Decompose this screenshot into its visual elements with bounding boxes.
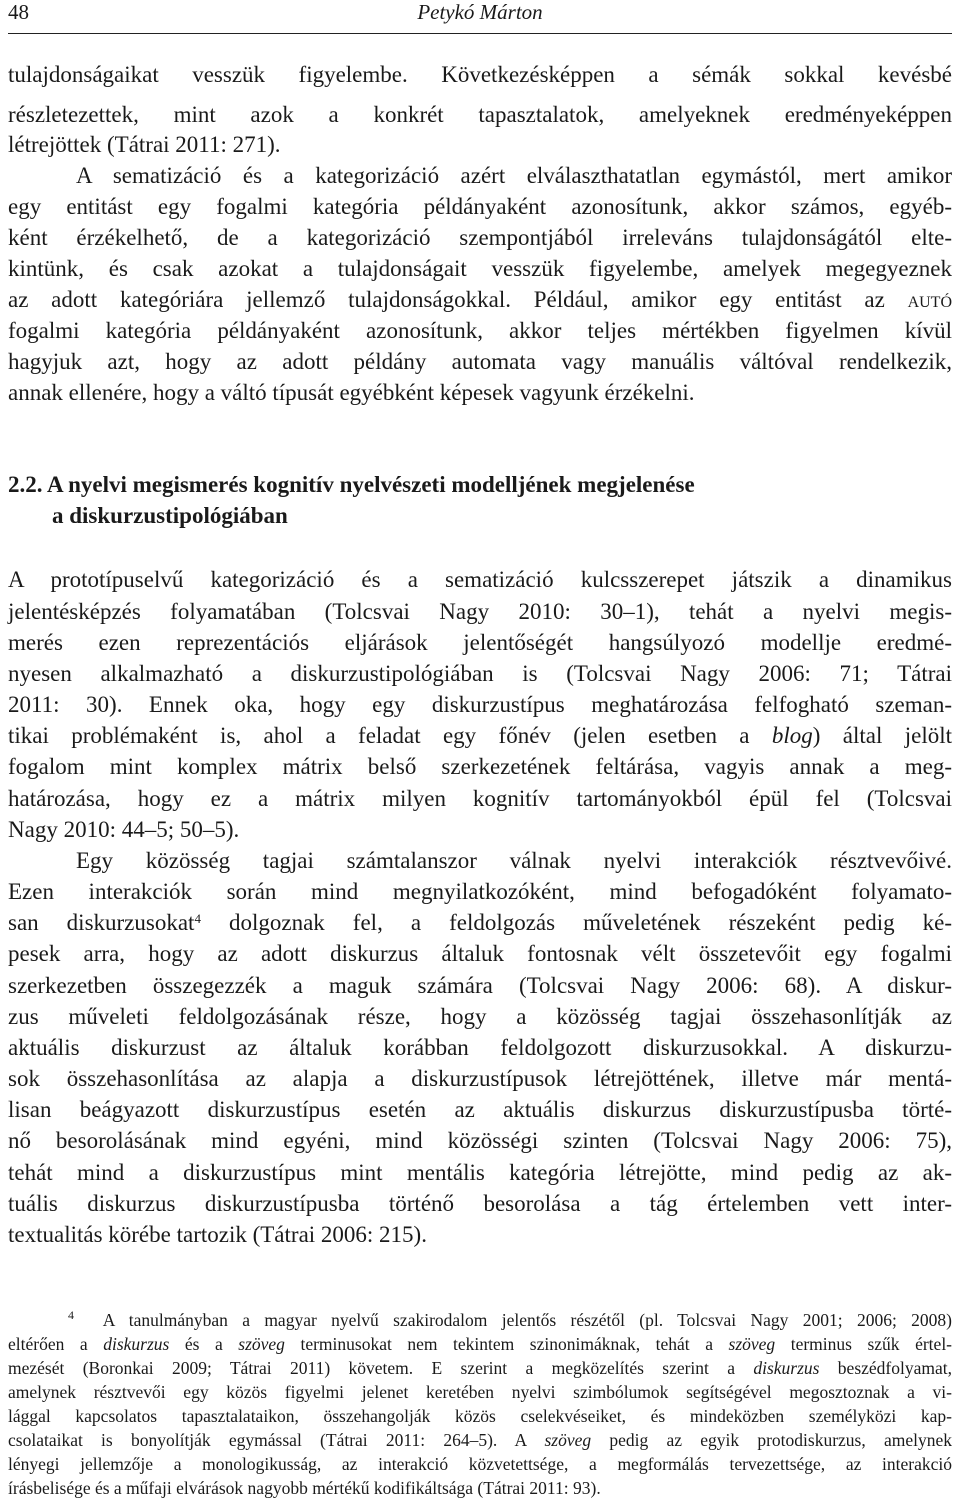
footnote-line: csolataikat is bonyolítják egymással (Tátrai 2011: 264–5). A szöveg pedig az egyik protodiskurzus, amelynek: [8, 1430, 953, 1450]
page-number: 48: [8, 0, 29, 24]
text-line: részletezettek, mint azok a konkrét tapasztalatok, amelyeknek eredményeképpen: [8, 102, 952, 127]
header-rule: [8, 33, 952, 34]
text-line: tikai problémaként is, ahol a feladat egy főnév (jelen esetben a blog) által jelölt: [8, 723, 953, 748]
text-line: fogalmi kategória példányaként azonosítunk, akkor teljes mértékben figyelmen kívül: [8, 318, 952, 343]
footnote-line: amelynek résztvevői egy közös figyelmi jelenet keretében nyelvi szimbólumok segítségével megosztoznak a vi-: [8, 1382, 952, 1402]
text-line: szerkezetben összegezzék a maguk számára (Tolcsvai Nagy 2006: 68). A diskur-: [8, 973, 952, 998]
small-caps-term: autó: [907, 287, 952, 312]
text-line: fogalom mint komplex mátrix belső szerkezetének feltárása, vagyis annak a meg-: [8, 754, 952, 779]
text-line: sok összehasonlítása az alapja a diskurzustípusok létrejöttének, illetve már mentá-: [8, 1066, 952, 1091]
text-line: ként érzékelhető, de a kategorizáció szempontjából irreleváns tulajdonságától elte-: [8, 225, 952, 250]
text-line: tulajdonságaikat vesszük figyelembe. Következésképpen a sémák sokkal kevésbé: [8, 62, 952, 87]
text-line: aktuális diskurzust az általuk korábban feldolgozott diskurzusokkal. A diskurzu-: [8, 1035, 952, 1060]
text-line: san diskurzusokat$^4$ dolgoznak fel, a feldolgozás műveletének részeként pedig ké-: [8, 910, 953, 935]
text-line: A prototípuselvű kategorizáció és a sematizáció kulcsszerepet játszik a dinamikus: [8, 567, 952, 592]
text-line: nyesen alkalmazható a diskurzustipológiában is (Tolcsvai Nagy 2006: 71; Tátrai: [8, 661, 952, 686]
text-line: tuális diskurzus diskurzustípusba történő besorolása a tág értelemben vett inter-: [8, 1191, 952, 1216]
text-line: az adott kategóriára jellemző tulajdonságokkal. Például, amikor egy entitást az autó: [8, 287, 952, 312]
footnote-line: $^4$ A tanulmányban a magyar nyelvű szakirodalom jelentős részétől (pl. Tolcsvai Nagy 2001; 2006; 2008): [68, 1308, 953, 1330]
footnote-marker: 4: [68, 1308, 74, 1322]
text-line: merés ezen reprezentációs eljárások jelentőségét hangsúlyozó modellje eredmé-: [8, 630, 952, 655]
text-line: annak ellenére, hogy a váltó típusát egyébként képesek vagyunk érzékelni.: [8, 380, 695, 405]
footnote-line: lággal kapcsolatos tapasztalataikon, összehangolják közös cselekvéseiket, és mindeközben személyközi kap-: [8, 1406, 952, 1426]
text-line: Egy közösség tagjai számtalanszor válnak nyelvi interakciók résztvevőivé.: [76, 848, 952, 873]
text-line: Nagy 2010: 44–5; 50–5).: [8, 817, 240, 842]
text-line: hagyjuk azt, hogy az adott példány automata vagy manuális váltóval rendelkezik,: [8, 349, 952, 374]
italic-term: blog: [771, 723, 813, 748]
running-head: Petykó Márton: [417, 0, 543, 24]
footnote-line: írásbelisége és a műfaji elvárások nagyobb mértékű kodifikáltsága (Tátrai 2011: 93).: [8, 1478, 601, 1498]
text-line: lisan beágyazott diskurzustípus esetén az aktuális diskurzus diskurzustípusba törté-: [8, 1097, 952, 1122]
footnote-ref[interactable]: 4: [194, 911, 201, 926]
section-heading: 2.2. A nyelvi megismerés kognitív nyelvészeti modelljének megjelenése: [8, 472, 695, 497]
text-line: létrejöttek (Tátrai 2011: 271).: [8, 132, 281, 157]
text-line: A sematizáció és a kategorizáció azért elválaszthatatlan egymástól, mert amikor: [76, 163, 952, 188]
footnote-line: lényegi jellemzője a monologikusság, az interakció közvetettsége, a megformálás tervezettsége, az interakció: [8, 1454, 952, 1474]
text-line: határozása, hogy ez a mátrix milyen kognitív tartományokból épül fel (Tolcsvai: [8, 786, 952, 811]
text-line: textualitás körébe tartozik (Tátrai 2006: 215).: [8, 1222, 427, 1247]
text-line: Ezen interakciók során mind megnyilatkozóként, mind befogadóként folyamato-: [8, 879, 952, 904]
text-line: jelentésképzés folyamatában (Tolcsvai Nagy 2010: 30–1), tehát a nyelvi megis-: [8, 599, 952, 624]
footnote-line: eltérően a diskurzus és a szöveg terminusokat nem tekintem szinonimáknak, tehát a szöveg terminus szűk értel-: [8, 1334, 953, 1354]
footnote-line: mezését (Boronkai 2009; Tátrai 2011) követem. E szerint a megközelítés szerint a diskurzus beszédfolyamat,: [8, 1358, 952, 1378]
text-line: nő besorolásának mind egyéni, mind közösségi szinten (Tolcsvai Nagy 2006: 75),: [8, 1128, 952, 1153]
text-line: 2011: 30). Ennek oka, hogy egy diskurzustípus meghatározása felfogható szeman-: [8, 692, 952, 717]
text-line: zus műveleti feldolgozásának része, hogy a közösség tagjai összehasonlítják az: [8, 1004, 952, 1029]
text-line: pesek arra, hogy az adott diskurzus általuk fontosnak vélt összetevőit egy fogalmi: [8, 941, 952, 966]
text-line: egy entitást egy fogalmi kategória példányaként azonosítunk, akkor számos, egyéb-: [8, 194, 952, 219]
text-line: tehát mind a diskurzustípus mint mentális kategória létrejötte, mind pedig az ak-: [8, 1160, 952, 1185]
text-line: kintünk, és csak azokat a tulajdonságait vesszük figyelembe, amelyek megegyeznek: [8, 256, 952, 281]
section-heading-cont: a diskurzustipológiában: [52, 503, 288, 528]
page-header: [0, 0, 960, 34]
